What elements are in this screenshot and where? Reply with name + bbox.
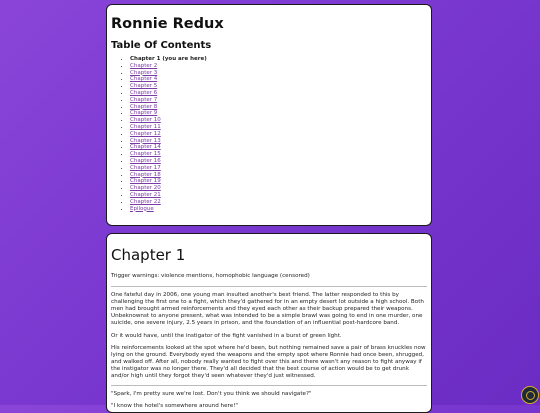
toc-link[interactable]: Chapter 17 xyxy=(130,164,161,171)
toc-link[interactable]: Epilogue xyxy=(130,205,154,212)
chapter-panel xyxy=(106,233,432,413)
toc-item[interactable] xyxy=(130,144,427,151)
toc-item[interactable] xyxy=(130,76,427,83)
accessibility-icon[interactable] xyxy=(521,386,539,404)
divider xyxy=(111,286,427,287)
toc-link[interactable]: Chapter 20 xyxy=(130,185,161,192)
toc-item[interactable] xyxy=(130,117,427,124)
dialogue-line: "Spark, I'm pretty sure we're lost. Don't you think we should navigate?" xyxy=(111,391,312,398)
toc-item[interactable] xyxy=(130,110,427,117)
toc-link[interactable]: Chapter 13 xyxy=(130,137,161,144)
toc-link[interactable]: Chapter 3 xyxy=(130,69,158,76)
chapter-title: Chapter 1 xyxy=(111,246,186,264)
toc-heading: Table Of Contents xyxy=(111,40,212,51)
chapter-paragraph: Or it would have, until the instigator of the fight vanished in a burst of green light. xyxy=(111,332,342,339)
toc-link[interactable]: Chapter 16 xyxy=(130,157,161,164)
toc-item[interactable] xyxy=(130,63,427,70)
toc-link[interactable]: Chapter 5 xyxy=(130,83,158,90)
toc-link[interactable]: Chapter 9 xyxy=(130,110,158,117)
toc-link[interactable]: Chapter 7 xyxy=(130,96,158,103)
toc-list xyxy=(111,56,427,212)
toc-link[interactable]: Chapter 14 xyxy=(130,144,161,151)
toc-item[interactable] xyxy=(130,90,427,97)
toc-panel xyxy=(106,4,432,226)
toc-item[interactable] xyxy=(130,206,427,213)
toc-item-current: • Chapter 1 (you are here) xyxy=(130,56,427,63)
toc-item[interactable] xyxy=(130,178,427,185)
toc-link[interactable]: Chapter 18 xyxy=(130,171,161,178)
chapter-paragraph: His reinforcements looked at the spot where he'd been, but nothing remained save a pair of brass knuckles now lying on the ground. Everybody eyed the weapons and the empty spot where Ronnie had once been, shrugged, and walked off. After all, nobody really wanted to fight over this and there wasn't any reason to fight anyway if the instigator was no longer there. They'd all decided that the best course of action would be to get drunk and/or high until they forgot they'd seen whatever they'd just witnessed. xyxy=(111,344,426,380)
toc-link[interactable]: Chapter 15 xyxy=(130,151,161,158)
toc-link[interactable]: Chapter 19 xyxy=(130,178,161,185)
toc-link[interactable]: Chapter 4 xyxy=(130,76,158,83)
toc-item[interactable] xyxy=(130,83,427,90)
toc-link[interactable]: Chapter 8 xyxy=(130,103,158,110)
toc-item[interactable] xyxy=(130,138,427,145)
toc-link[interactable]: Chapter 12 xyxy=(130,130,161,137)
toc-item[interactable] xyxy=(130,70,427,77)
toc-item[interactable] xyxy=(130,158,427,165)
toc-item[interactable] xyxy=(130,151,427,158)
toc-link[interactable]: Chapter 10 xyxy=(130,117,161,124)
toc-link[interactable]: Chapter 11 xyxy=(130,123,161,130)
toc-item[interactable] xyxy=(130,97,427,104)
toc-item[interactable] xyxy=(130,124,427,131)
toc-link[interactable]: Chapter 2 xyxy=(130,62,158,69)
divider xyxy=(111,385,427,386)
chapter-paragraph: One fateful day in 2006, one young man insulted another's best friend. The latter responded to this by challenging the first one to a fight, which they'd gathered for in an empty desert lot outside a high school. Both men had brought armed reinforcements and they eyed each other as their backup prepared their weapons. Unbeknownst to anyone present, what was intended to be a simple brawl was going to end in one murder, one suicide, one severe injury, 2.5 years in prison, and the foundation of an influential post-hardcore band. xyxy=(111,292,424,327)
toc-item[interactable] xyxy=(130,104,427,111)
toc-item[interactable] xyxy=(130,131,427,138)
toc-item[interactable] xyxy=(130,192,427,199)
toc-item[interactable] xyxy=(130,172,427,179)
toc-item[interactable] xyxy=(130,185,427,192)
toc-item[interactable] xyxy=(130,199,427,206)
site-title: Ronnie Redux xyxy=(111,16,224,32)
toc-link[interactable]: Chapter 22 xyxy=(130,198,161,205)
toc-item[interactable] xyxy=(130,165,427,172)
toc-link[interactable]: Chapter 6 xyxy=(130,89,158,96)
dialogue-line: "I know the hotel's somewhere around here!" xyxy=(111,403,238,410)
toc-link[interactable]: Chapter 21 xyxy=(130,191,161,198)
trigger-warning: Trigger warnings: violence mentions, homophobic language (censored) xyxy=(111,273,310,279)
